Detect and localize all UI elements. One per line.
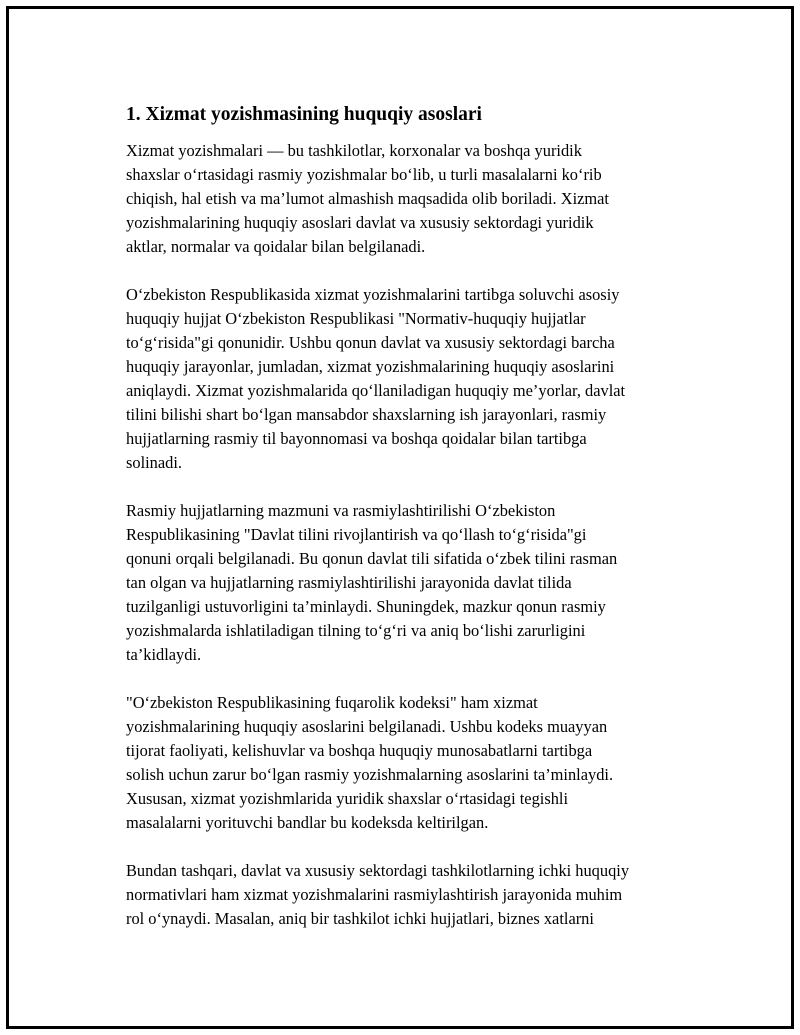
- paragraph-intro: Xizmat yozishmalari — bu tashkilotlar, korxonalar va boshqa yuridik shaxslar o‘rtasidagi rasmiy yozishmalar bo‘lib, u turli masalalarni ko‘rib chiqish, hal etish va ma’lumot almashish maqsadida olib boriladi. Xizmat yozishmalarining huquqiy asoslari davlat va xususiy sektordagi yuridik aktlar, normalar va qoidalar bilan belgilanadi.: [126, 141, 609, 256]
- section-heading: 1. Xizmat yozishmasining huquqiy asoslari: [126, 104, 482, 125]
- paragraph-internal-norms: Bundan tashqari, davlat va xususiy sektordagi tashkilotlarning ichki huquqiy normativlari ham xizmat yozishmalarini rasmiylashtirish jarayonida muhim rol o‘ynaydi. Masalan, aniq bir tashkilot ichki hujjatlari, biznes xatlarni: [126, 861, 630, 928]
- paragraph-normative-acts-law: O‘zbekiston Respublikasida xizmat yozishmalarini tartibga soluvchi asosiy huquqiy hujjat O‘zbekiston Respublikasi "Normativ-huquqiy hujjatlar to‘g‘risida"gi qonunidir. Ushbu qonun davlat va xususiy sektordagi barcha huquqiy jarayonlar, jumladan, xizmat yozishmalarining huquqiy asoslarini aniqlaydi. Xizmat yozishmalarida qo‘llaniladigan huquqiy me’yorlar, davlat tilini bilishi shart bo‘lgan mansabdor shaxslarning ish jarayonlari, rasmiy hujjatlarning rasmiy til bayonnomasi va boshqa qoidalar bilan tartibga solinadi.: [126, 285, 626, 472]
- page-frame: [6, 6, 794, 1029]
- paragraph-state-language-law: Rasmiy hujjatlarning mazmuni va rasmiylashtirilishi O‘zbekiston Respublikasining "Davlat tilini rivojlantirish va qo‘llash to‘g‘risida"gi qonuni orqali belgilanadi. Bu qonun davlat tili sifatida o‘zbek tilini rasman tan olgan va hujjatlarning rasmiylashtirilishi jarayonida davlat tilida tuzilganligi ustuvorligini ta’minlaydi. Shuningdek, mazkur qonun rasmiy yozishmalarda ishlatiladigan tilning to‘g‘ri va aniq bo‘lishi zarurligini ta’kidlaydi.: [126, 501, 618, 664]
- paragraph-civil-code: "O‘zbekiston Respublikasining fuqarolik kodeksi" ham xizmat yozishmalarining huquqiy asoslarini belgilanadi. Ushbu kodeks muayyan tijorat faoliyati, kelishuvlar va boshqa huquqiy munosabatlarni tartibga solish uchun zarur bo‘lgan rasmiy yozishmalarning asoslarini ta’minlaydi. Xususan, xizmat yozishmlarida yuridik shaxslar o‘rtasidagi tegishli masalalarni yorituvchi bandlar bu kodeksda keltirilgan.: [126, 693, 614, 832]
- document-body: [126, 101, 706, 955]
